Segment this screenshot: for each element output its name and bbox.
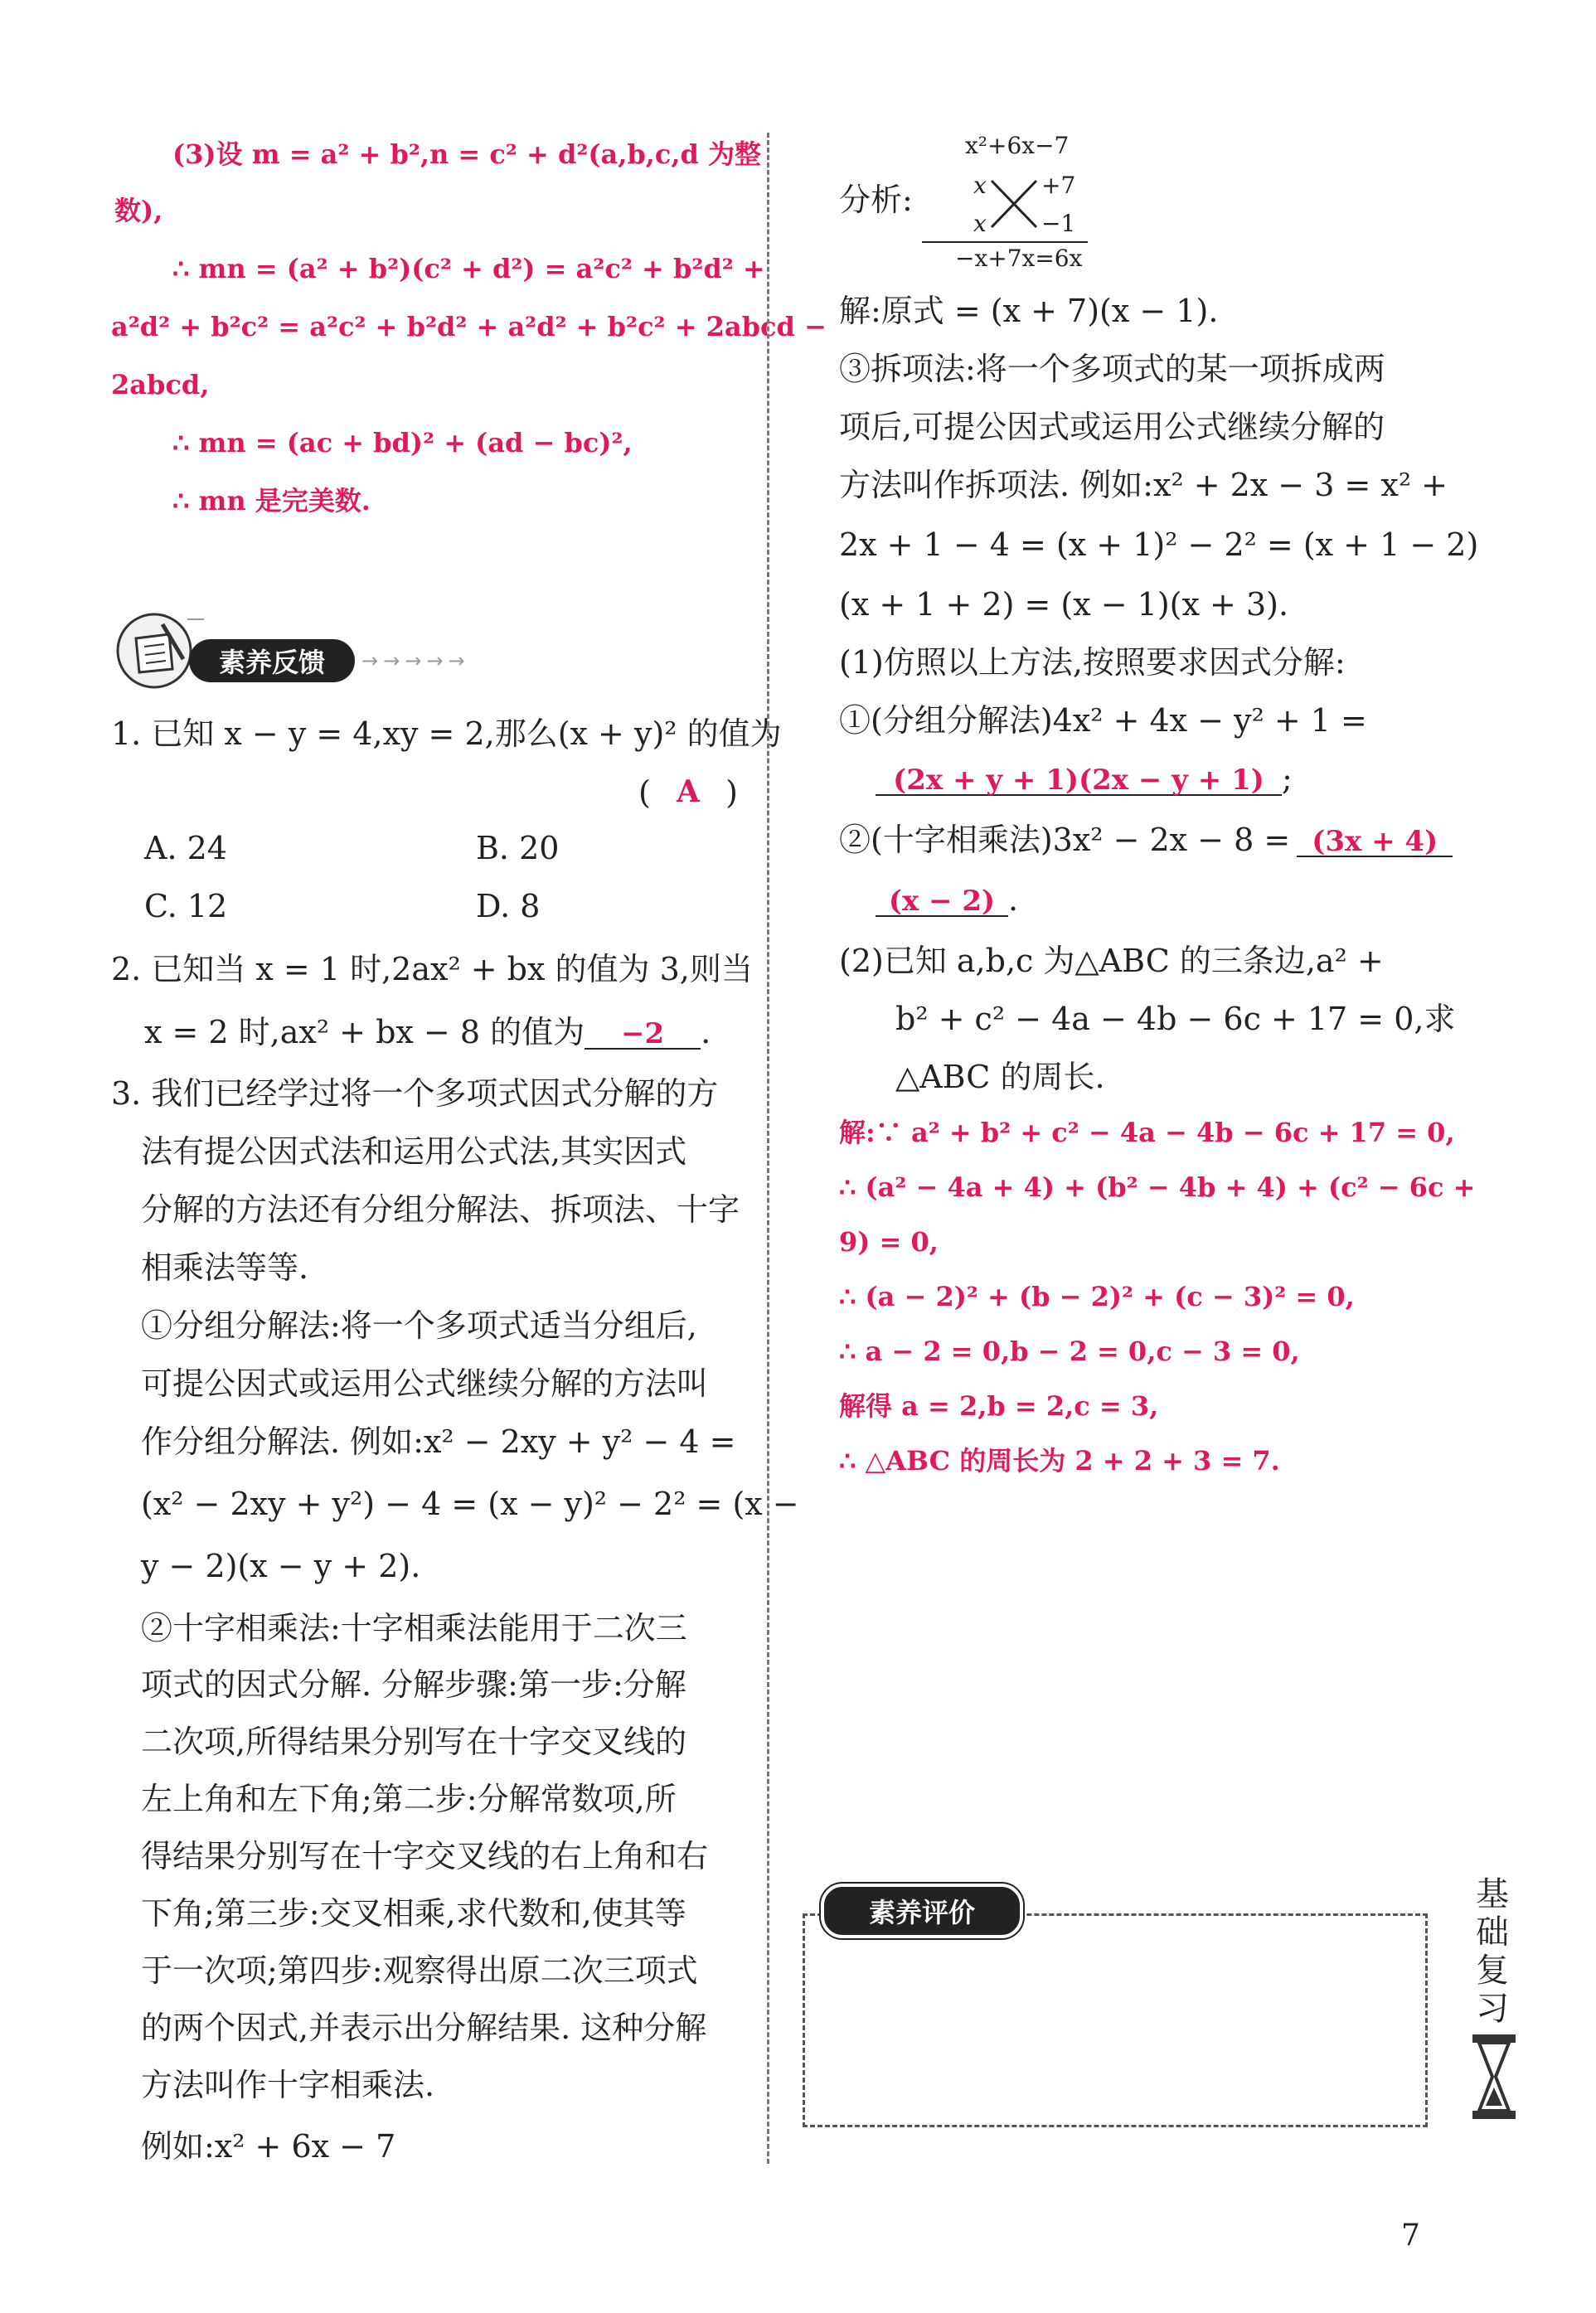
q3-line-5: ①分组分解法:将一个多项式适当分组后, xyxy=(141,1307,697,1344)
q2-line-2-text: x = 2 时,ax² + bx − 8 的值为 xyxy=(144,1014,585,1050)
cross-minus-1: −1 xyxy=(1041,210,1076,237)
part-1a-answer-line xyxy=(876,760,1293,797)
q3-line-17: 的两个因式,并表示出分解结果. 这种分解 xyxy=(141,2010,707,2046)
method-3-line-1: ③拆项法:将一个多项式的某一项拆成两 xyxy=(839,351,1385,387)
part-1b-answer-1: (3x + 4) xyxy=(1297,827,1453,857)
part-1b-answer-2: (x − 2) xyxy=(876,887,1008,917)
q1-answer-paren xyxy=(638,774,738,811)
solution-3-line-5: 2abcd, xyxy=(111,369,210,400)
part-1b-question xyxy=(839,824,1453,857)
evaluation-title: 素养评价 xyxy=(821,1884,1023,1938)
cross-top-expression: x²+6x−7 xyxy=(965,132,1070,159)
q3-line-8: (x² − 2xy + y²) − 4 = (x − y)² − 2² = (x − xyxy=(141,1486,799,1522)
part-1-prompt: (1)仿照以上方法,按照要求因式分解: xyxy=(839,644,1346,681)
part-1b-period: . xyxy=(1008,881,1019,918)
part-1a-semicolon: ; xyxy=(1282,760,1293,797)
solution-original: 解:原式 = (x + 7)(x − 1). xyxy=(839,293,1219,329)
column-divider xyxy=(767,133,769,2164)
hourglass-icon xyxy=(1469,2031,1519,2122)
q3-line-13: 左上角和左下角;第二步:分解常数项,所 xyxy=(141,1781,677,1817)
q3-line-18: 方法叫作十字相乘法. xyxy=(141,2067,435,2103)
part-1a-answer: (2x + y + 1)(2x − y + 1) xyxy=(876,766,1282,796)
method-3-line-5: (x + 1 + 2) = (x − 1)(x + 3). xyxy=(839,586,1289,623)
cross-bottom-sum: −x+7x=6x xyxy=(955,245,1083,272)
side-label-basic-review: 基础复习 xyxy=(1476,1875,1509,2028)
q3-line-11: 项式的因式分解. 分解步骤:第一步:分解 xyxy=(141,1666,686,1703)
answer-2-line-3: 9) = 0, xyxy=(839,1226,939,1258)
q1-paren-open: ( xyxy=(638,774,651,811)
q3-line-6: 可提公因式或运用公式继续分解的方法叫 xyxy=(141,1365,709,1402)
evaluation-box xyxy=(803,1913,1428,2127)
answer-2-line-4: ∴ (a − 2)² + (b − 2)² + (c − 3)² = 0, xyxy=(839,1281,1355,1312)
q3-line-19: 例如:x² + 6x − 7 xyxy=(141,2128,396,2165)
q3-line-14: 得结果分别写在十字交叉线的右上角和右 xyxy=(141,1838,709,1874)
q3-line-2: 法有提公因式法和运用公式法,其实因式 xyxy=(141,1133,687,1170)
q2-period: . xyxy=(701,1014,711,1050)
part-1a-question: ①(分组分解法)4x² + 4x − y² + 1 = xyxy=(839,702,1367,739)
method-3-line-4: 2x + 1 − 4 = (x + 1)² − 2² = (x + 1 − 2) xyxy=(839,526,1479,563)
arrow-trail-icon: →→→→→ xyxy=(361,649,470,672)
feedback-section-header xyxy=(113,609,470,692)
part-2-line-3: △ABC 的周长. xyxy=(895,1059,1105,1095)
answer-2-line-7: ∴ △ABC 的周长为 2 + 2 + 3 = 7. xyxy=(839,1445,1280,1477)
q1-option-d: D. 8 xyxy=(476,888,541,924)
q1-answer: A xyxy=(677,774,700,809)
q1-option-c: C. 12 xyxy=(144,888,228,924)
answer-2-line-2: ∴ (a² − 4a + 4) + (b² − 4b + 4) + (c² − 6c + xyxy=(839,1171,1476,1203)
answer-2-line-5: ∴ a − 2 = 0,b − 2 = 0,c − 3 = 0, xyxy=(839,1336,1300,1367)
q3-line-3: 分解的方法还有分组分解法、拆项法、十字 xyxy=(141,1191,740,1228)
q1-stem: 1. 已知 x − y = 4,xy = 2,那么(x + y)² 的值为 xyxy=(111,715,782,752)
solution-3-line-2: 数), xyxy=(114,195,163,226)
solution-3-line-4: a²d² + b²c² = a²c² + b²d² + a²d² + b²c² + 2abcd − xyxy=(111,311,827,342)
q3-line-1: 3. 我们已经学过将一个多项式因式分解的方 xyxy=(111,1075,719,1112)
solution-3-line-3: ∴ mn = (a² + b²)(c² + d²) = a²c² + b²d² + xyxy=(172,253,765,284)
part-1b-answer-line-2 xyxy=(876,881,1019,918)
q3-line-15: 下角;第三步:交叉相乘,求代数和,使其等 xyxy=(141,1895,686,1932)
part-2-line-2: b² + c² − 4a − 4b − 6c + 17 = 0,求 xyxy=(895,1001,1456,1037)
solution-3-line-1: (3)设 m = a² + b²,n = c² + d²(a,b,c,d 为整 xyxy=(172,138,762,170)
q3-line-7: 作分组分解法. 例如:x² − 2xy + y² − 4 = xyxy=(141,1423,736,1460)
q2-answer: −2 xyxy=(585,1020,701,1050)
method-3-line-3: 方法叫作拆项法. 例如:x² + 2x − 3 = x² + xyxy=(839,467,1448,503)
method-3-line-2: 项后,可提公因式或运用公式继续分解的 xyxy=(839,409,1385,445)
part-1b-text: ②(十字相乘法)3x² − 2x − 8 = xyxy=(839,822,1291,858)
q1-option-b: B. 20 xyxy=(476,830,560,866)
q3-line-10: ②十字相乘法:十字相乘法能用于二次三 xyxy=(141,1610,687,1646)
feedback-title: 素养反馈 xyxy=(189,639,355,682)
q3-line-4: 相乘法等等. xyxy=(141,1249,309,1286)
part-2-line-1: (2)已知 a,b,c 为△ABC 的三条边,a² + xyxy=(839,943,1384,979)
answer-2-line-1: 解:∵ a² + b² + c² − 4a − 4b − 6c + 17 = 0, xyxy=(839,1117,1455,1148)
q2-line-2 xyxy=(144,1016,711,1050)
q2-line-1: 2. 已知当 x = 1 时,2ax² + bx 的值为 3,则当 xyxy=(111,951,753,987)
solution-3-line-6: ∴ mn = (ac + bd)² + (ad − bc)², xyxy=(172,427,633,458)
q3-line-9: y − 2)(x − y + 2). xyxy=(141,1548,421,1584)
q3-line-16: 于一次项;第四步:观察得出原二次三项式 xyxy=(141,1952,698,1989)
answer-2-line-6: 解得 a = 2,b = 2,c = 3, xyxy=(839,1390,1159,1422)
solution-3-line-7: ∴ mn 是完美数. xyxy=(172,485,371,516)
cross-x-bottom: x xyxy=(973,210,987,237)
page-number: 7 xyxy=(1401,2218,1420,2252)
cross-x-top: x xyxy=(973,172,987,199)
analysis-label: 分析: xyxy=(839,182,913,218)
q1-option-a: A. 24 xyxy=(144,830,227,866)
cross-plus-7: +7 xyxy=(1041,172,1076,199)
cross-multiplication-diagram xyxy=(839,124,1104,274)
q3-line-12: 二次项,所得结果分别写在十字交叉线的 xyxy=(141,1724,687,1760)
q1-paren-close: ) xyxy=(725,774,738,811)
